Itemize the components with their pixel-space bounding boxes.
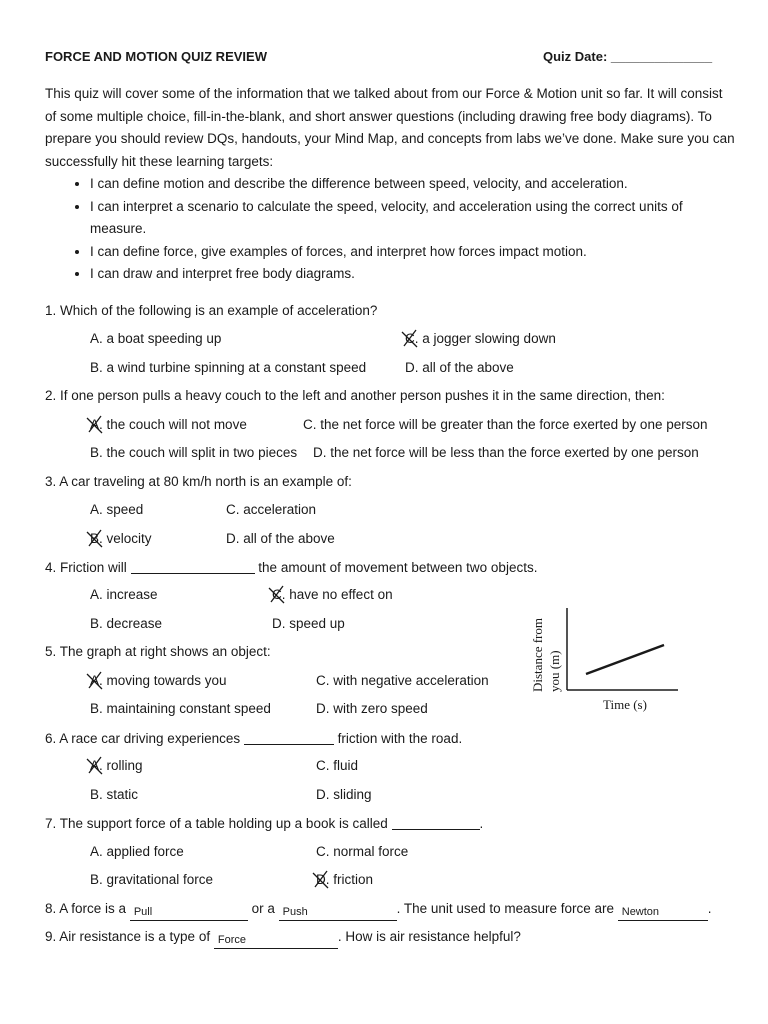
quiz-date-label: Quiz Date: ______________ [543,49,713,64]
q7-suffix: . [479,816,484,831]
q4-suffix: the amount of movement between two objects. [258,560,538,575]
q3-option-b [90,531,152,546]
q6-option-a-label: A. rolling [90,758,143,773]
q5-option-b: B. maintaining constant speed [90,701,271,716]
page-title: FORCE AND MOTION QUIZ REVIEW [45,49,267,64]
q6-prefix: 6. A race car driving experiences [45,731,241,746]
learning-target: • I can define motion and describe the difference between speed, velocity, and acceleration. [90,173,735,196]
learning-target: • I can interpret a scenario to calculate the speed, velocity, and acceleration using the correct units of measure. [90,196,735,241]
graph-line [586,645,664,674]
q9-suffix: . How is air resistance helpful? [337,929,521,944]
q5-option-a [90,673,227,688]
question-6 [45,730,462,746]
q6-option-c: C. fluid [316,758,359,773]
q1-option-c-label: C. a jogger slowing down [405,331,556,346]
q1-option-b: B. a wind turbine spinning at a constant speed [90,360,367,375]
question-2: 2. If one person pulls a heavy couch to the left and another person pushes it in the same direction, then: [45,388,665,403]
q4-prefix: 4. Friction will [45,560,127,575]
question-9 [45,929,521,949]
q3-option-d: D. all of the above [226,531,335,546]
q2-option-a-label: A. the couch will not move [90,417,247,432]
learning-target: • I can draw and interpret free body diagrams. [90,263,735,286]
x-mark-icon [84,755,106,777]
q8-mid: or a [251,901,275,916]
q4-blank [131,559,255,574]
q4-option-d: D. speed up [272,616,345,631]
question-1: 1. Which of the following is an example of acceleration? [45,303,378,318]
question-3: 3. A car traveling at 80 km/h north is an example of: [45,474,352,489]
q8-answer-2: Push [279,905,397,921]
q7-option-d [316,872,373,887]
x-mark-icon [266,584,288,606]
q3-option-b-label: B. velocity [90,531,152,546]
x-mark-icon [84,414,106,436]
q5-option-c: C. with negative acceleration [316,673,489,688]
intro-section [45,83,735,286]
q2-option-a [90,417,247,432]
x-mark-icon [310,869,332,891]
question-7 [45,815,483,831]
question-4 [45,559,537,575]
q4-option-c [272,587,393,602]
q8-suffix: . [707,901,712,916]
q3-option-a: A. speed [90,502,144,517]
q2-option-b: B. the couch will split in two pieces [90,445,298,460]
q2-option-c: C. the net force will be greater than the force exerted by one person [303,417,708,432]
q8-answer-3: Newton [618,905,708,921]
q6-option-d: D. sliding [316,787,372,802]
q8-answer-1: Pull [130,905,248,921]
q5-option-a-label: A. moving towards you [90,673,227,688]
graph-xlabel: Time (s) [603,697,647,712]
learning-targets-list [45,173,735,286]
q6-suffix: friction with the road. [337,731,463,746]
q8-prefix: 8. A force is a [45,901,127,916]
q7-option-a: A. applied force [90,844,184,859]
q6-blank [244,730,334,745]
x-mark-icon [84,528,106,550]
q7-prefix: 7. The support force of a table holding up a book is called [45,816,388,831]
q7-option-d-label: D. friction [316,872,374,887]
q7-blank [392,815,480,830]
q1-option-d: D. all of the above [405,360,514,375]
q6-option-b: B. static [90,787,139,802]
q6-option-a [90,758,143,773]
q5-option-d: D. with zero speed [316,701,428,716]
q3-option-c: C. acceleration [226,502,317,517]
question-5: 5. The graph at right shows an object: [45,644,271,659]
q7-option-b: B. gravitational force [90,872,214,887]
q4-option-a: A. increase [90,587,158,602]
graph-ylabel-line1: Distance from [530,617,545,692]
graph-svg [525,600,685,720]
x-mark-icon [399,328,421,350]
learning-target: • I can define force, give examples of forces, and interpret how forces impact motion. [90,241,735,264]
q7-option-c: C. normal force [316,844,409,859]
q4-option-c-label: C. have no effect on [272,587,393,602]
q9-prefix: 9. Air resistance is a type of [45,929,211,944]
question-8 [45,901,712,921]
q9-answer-1: Force [214,933,338,949]
distance-time-graph [525,600,685,720]
q4-option-b: B. decrease [90,616,163,631]
intro-paragraph: This quiz will cover some of the information that we talked about from our Force & Motion unit so far. It will consist of some multiple choice, fill-in-the-blank, and short answer questions (including drawing free body diagrams). To prepare you should review DQs, handouts, your Mind Map, and concepts from labs we’ve done. Make sure you can successfully hit these learning targets: [45,86,735,169]
graph-ylabel-line2: you (m) [547,650,562,692]
x-mark-icon [84,670,106,692]
q1-option-a: A. a boat speeding up [90,331,222,346]
q8-mid2: . The unit used to measure force are [396,901,614,916]
q2-option-d: D. the net force will be less than the force exerted by one person [313,445,699,460]
q1-option-c [405,331,556,346]
